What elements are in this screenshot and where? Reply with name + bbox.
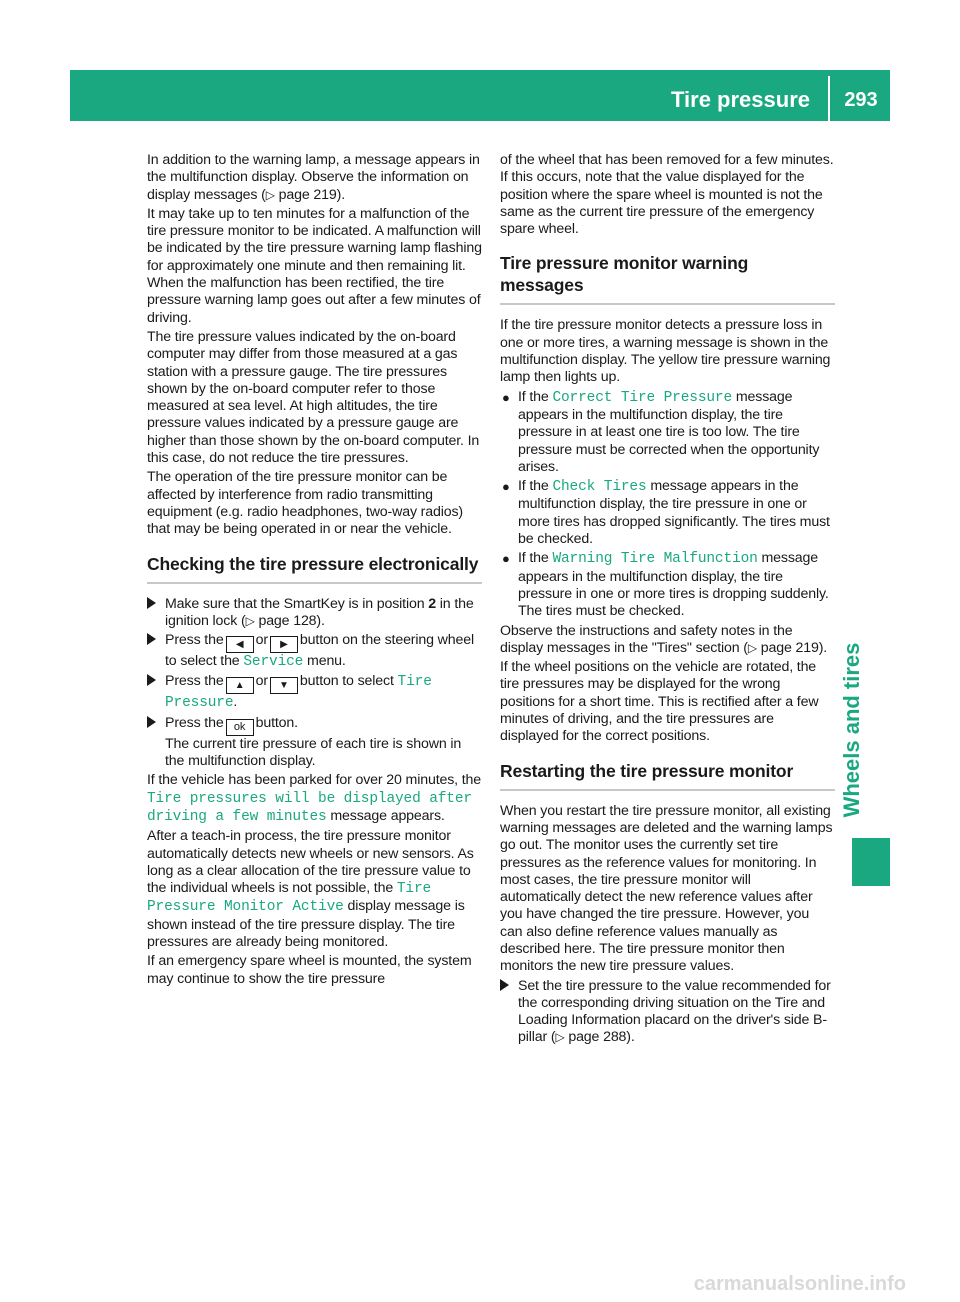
paragraph: In addition to the warning lamp, a message appears in the multifunction display. Observe the information on display messages (▷ page 219). xyxy=(147,152,480,203)
page-ref-icon: ▷ xyxy=(265,187,275,202)
bullet-item: ● If the Check Tires message appears in the multifunction display, the tire pressure in one or more tires has dropped significantly. The tires must be checked. xyxy=(502,478,830,548)
display-text: Service xyxy=(243,654,304,671)
paragraph: The tire pressure values indicated by the on-board computer may differ from those measured at a gas station with a pressure gauge. The tire pressures shown by the on-board computer refer to those measured at sea level. At high altitudes, the tire pressure values indicated by a pressure gauge are higher than those shown by the on-board computer. In this case, do not reduce the tire pressures. xyxy=(147,328,480,467)
header-bar xyxy=(70,70,890,121)
bullet-icon: ● xyxy=(502,551,510,567)
instruction-step: Press the ▲ or ▼ button to select Tire Pressure. xyxy=(147,673,482,712)
step-arrow-icon xyxy=(147,633,156,645)
section-heading: Tire pressure monitor warning messages xyxy=(500,252,835,305)
instruction-step: Press the ◀ or ▶ button on the steering wheel to select the Service menu. xyxy=(147,632,482,671)
display-text: Check Tires xyxy=(552,479,647,496)
bullet-item: ● If the Correct Tire Pressure message appears in the multifunction display, the tire pressure in at least one tire is too low. The tire pressure must be corrected when the opportunity arises. xyxy=(502,388,820,475)
up-arrow-key-icon: ▲ xyxy=(226,677,254,694)
paragraph: The operation of the tire pressure monitor can be affected by interference from radio transmitting equipment (e.g. radio headphones, two-way radios) that may be being operated in or near the vehicle. xyxy=(147,469,463,538)
paragraph: When you restart the tire pressure monitor, all existing warning messages are deleted and the warning lamps go out. The monitor uses the currently set tire pressures as the reference values for monitoring. In most cases, the tire pressure monitor will automatically detect the new reference values after you have changed the tire pressure. However, you can also define reference values manually as described here. The tire pressure monitor then monitors the new tire pressure values. xyxy=(500,802,833,975)
paragraph: Observe the instructions and safety notes in the display messages in the "Tires" section (▷ page 219). xyxy=(500,622,828,656)
chapter-tab-label: Wheels and tires xyxy=(839,642,864,818)
step-arrow-icon xyxy=(147,716,156,728)
instruction-step: Set the tire pressure to the value recommended for the corresponding driving situation on the Tire and Loading Information placard on the driver's side B-pillar (▷ page 288). xyxy=(500,978,835,1047)
chapter-marker xyxy=(852,838,890,886)
section-title: Tire pressure xyxy=(670,87,810,112)
paragraph: It may take up to ten minutes for a malfunction of the tire pressure monitor to be indicated. A malfunction will be indicated by the tire pressure warning lamp flashing for approximately one minute and then remaining lit. When the malfunction has been rectified, the tire pressure warning lamp goes out after a few minutes of driving. xyxy=(147,205,482,326)
ok-key-icon: ok xyxy=(226,719,254,736)
down-arrow-key-icon: ▼ xyxy=(270,677,298,694)
display-text: Tire Pressure xyxy=(165,674,432,712)
paragraph: If the tire pressure monitor detects a pressure loss in one or more tires, a warning message is shown in the multifunction display. The yellow tire pressure warning lamp then lights up. xyxy=(500,317,831,386)
display-text: Warning Tire Malfunction xyxy=(552,551,758,568)
left-arrow-key-icon: ◀ xyxy=(226,636,254,653)
paragraph: of the wheel that has been removed for a few minutes. If this occurs, note that the value displayed for the position where the spare wheel is mounted is not the same as the current tire pressure of the emergency spare wheel. xyxy=(500,152,834,238)
watermark: carmanualsonline.info xyxy=(693,1273,906,1295)
page-ref-icon: ▷ xyxy=(555,1030,565,1045)
page-ref-icon: ▷ xyxy=(245,613,255,628)
section-heading: Restarting the tire pressure monitor xyxy=(500,760,835,791)
paragraph: If the vehicle has been parked for over 20 minutes, the Tire pressures will be displayed after driving a few minutes message appears. xyxy=(147,772,482,825)
header-divider xyxy=(828,76,830,121)
step-arrow-icon xyxy=(147,674,156,686)
paragraph: If the wheel positions on the vehicle are rotated, the tire pressures may be displayed for the wrong positions for a short time. This is rectified after a few minutes of driving, and the tire pressures are displayed for the correct positions. xyxy=(500,659,819,745)
left-column xyxy=(147,152,482,990)
page-ref-icon: ▷ xyxy=(747,640,757,655)
display-text: Tire pressures will be displayed after driving a few minutes xyxy=(147,790,472,825)
bullet-icon: ● xyxy=(502,389,510,405)
step-arrow-icon xyxy=(147,597,156,609)
bullet-item: ● If the Warning Tire Malfunction message appears in the multifunction display, the tire pressure in one or more tires is dropping suddenly. The tires must be checked. xyxy=(502,550,829,620)
paragraph: If an emergency spare wheel is mounted, the system may continue to show the tire pressure xyxy=(147,953,472,987)
page-number: 293 xyxy=(844,89,878,111)
section-heading: Checking the tire pressure electronically xyxy=(147,553,482,584)
instruction-step: Press the ok button. The current tire pressure of each tire is shown in the multifunction display. xyxy=(147,715,482,771)
step-arrow-icon xyxy=(500,979,509,991)
paragraph: After a teach-in process, the tire pressure monitor automatically detects new wheels or new sensors. As long as a clear allocation of the tire pressure value to the individual wheels is not possible, the Tire Pressure Monitor Active display message is shown instead of the tire pressure display. The tire pressures are already being monitored. xyxy=(147,828,474,950)
display-text: Correct Tire Pressure xyxy=(552,389,733,406)
bullet-icon: ● xyxy=(502,479,510,495)
instruction-step: Make sure that the SmartKey is in position 2 in the ignition lock (▷ page 128). xyxy=(147,596,482,631)
right-column xyxy=(500,152,835,1049)
display-text: Tire Pressure Monitor Active xyxy=(147,881,432,916)
right-arrow-key-icon: ▶ xyxy=(270,636,298,653)
